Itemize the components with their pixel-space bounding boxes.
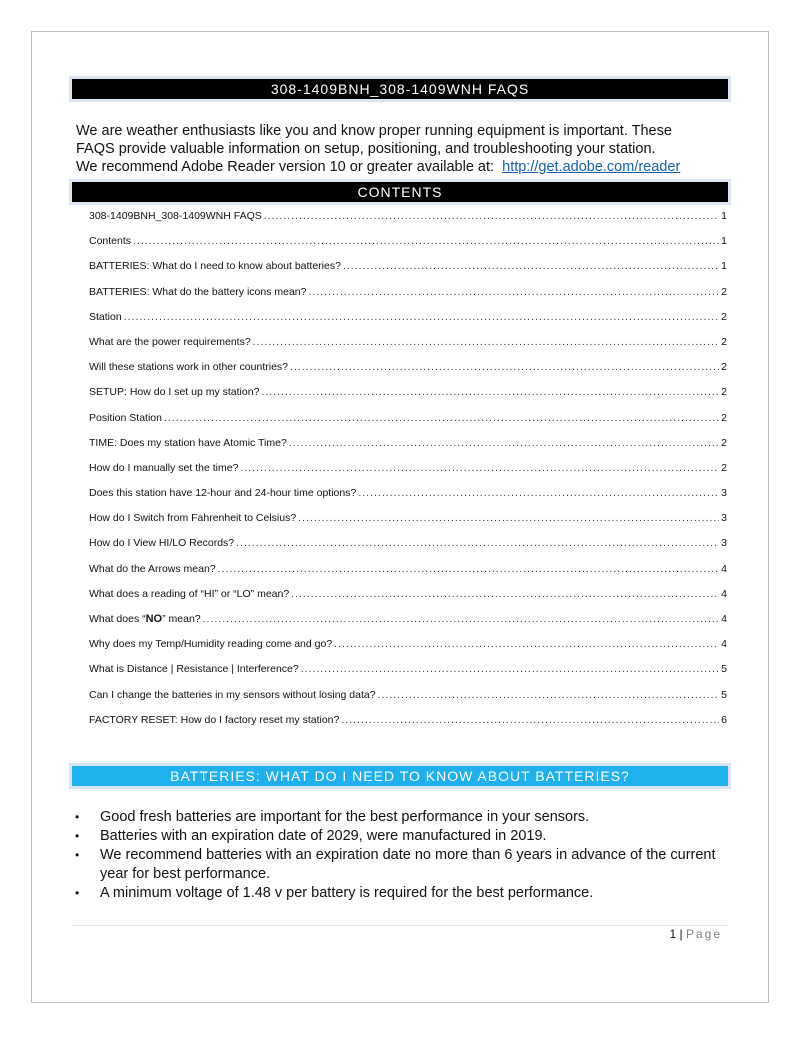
toc-dot-leader — [343, 260, 719, 272]
toc-entry-title: TIME: Does my station have Atomic Time? — [89, 436, 287, 449]
toc-dot-leader — [301, 663, 719, 675]
toc-entry[interactable] — [89, 361, 727, 386]
toc-entry-page: 3 — [721, 537, 727, 550]
toc-dot-leader — [289, 437, 719, 449]
toc-entry-title: FACTORY RESET: How do I factory reset my station? — [89, 713, 340, 726]
toc-entry-page: 2 — [721, 386, 727, 399]
toc-dot-leader — [264, 210, 719, 222]
toc-entry-page: 4 — [721, 587, 727, 600]
toc-dot-leader — [298, 512, 719, 524]
toc-entry-page: 4 — [721, 613, 727, 625]
toc-dot-leader — [164, 412, 719, 424]
toc-entry[interactable] — [89, 638, 727, 663]
toc-entry-page: 2 — [721, 361, 727, 374]
bullet-item: • Batteries with an expiration date of 2029, were manufactured in 2019. — [72, 827, 722, 846]
toc-entry-page: 1 — [721, 210, 727, 222]
contents-heading: CONTENTS — [72, 182, 728, 202]
intro-paragraph — [76, 122, 736, 176]
intro-line-3 — [76, 158, 736, 176]
toc-entry[interactable] — [89, 235, 727, 260]
toc-entry-title-post: ” mean? — [162, 613, 201, 625]
toc-entry-title — [89, 613, 201, 625]
toc-entry-title: Contents — [89, 235, 132, 248]
toc-entry[interactable] — [89, 512, 727, 537]
toc-entry-page: 5 — [721, 663, 727, 676]
intro-line-1: We are weather enthusiasts like you and know proper running equipment is important. These — [76, 123, 672, 139]
toc-entry[interactable] — [89, 537, 727, 562]
toc-dot-leader — [291, 588, 719, 600]
toc-entry-title-bold: NO — [145, 613, 163, 625]
toc-dot-leader — [309, 286, 720, 298]
toc-entry[interactable] — [89, 462, 727, 487]
toc-entry[interactable] — [89, 286, 727, 311]
toc-entry-title: SETUP: How do I set up my station? — [89, 386, 260, 399]
page-footer — [669, 927, 722, 941]
toc-entry-page: 5 — [721, 688, 727, 701]
toc-dot-leader — [236, 537, 719, 549]
toc-entry-title: How do I Switch from Fahrenheit to Celsius? — [89, 512, 297, 525]
toc-entry[interactable] — [89, 210, 727, 235]
toc-entry-page: 3 — [721, 512, 727, 525]
toc-entry[interactable] — [89, 563, 727, 588]
document-title: 308-1409BNH_308-1409WNH FAQS — [72, 79, 728, 99]
toc-entry-title: How do I manually set the time? — [89, 461, 239, 474]
toc-dot-leader — [378, 689, 720, 701]
toc-entry-title: Does this station have 12-hour and 24-hour time options? — [89, 487, 357, 500]
footer-divider — [72, 925, 728, 926]
toc-entry[interactable] — [89, 437, 727, 462]
toc-entry[interactable] — [89, 689, 727, 714]
toc-entry-title: Can I change the batteries in my sensors without losing data? — [89, 688, 376, 701]
toc-entry-page: 2 — [721, 310, 727, 323]
toc-entry-title: How do I View HI/LO Records? — [89, 537, 235, 550]
toc-dot-leader — [341, 714, 719, 726]
toc-entry-page: 2 — [721, 411, 727, 424]
toc-entry-page: 6 — [721, 713, 727, 726]
toc-entry-title: What does a reading of “HI” or “LO” mean? — [89, 587, 290, 600]
toc-entry-page: 2 — [721, 436, 727, 449]
toc-entry-title: BATTERIES: What do the battery icons mean? — [89, 285, 307, 298]
toc-entry-page: 4 — [721, 638, 727, 651]
toc-dot-leader — [240, 462, 719, 474]
toc-entry[interactable] — [89, 487, 727, 512]
toc-entry-title: What do the Arrows mean? — [89, 562, 216, 575]
toc-entry-page: 2 — [721, 285, 727, 298]
toc-entry[interactable] — [89, 663, 727, 688]
bullet-item: • We recommend batteries with an expiration date no more than 6 years in advance of the current year for best performance. — [72, 846, 722, 884]
toc-entry[interactable] — [89, 336, 727, 361]
toc-entry[interactable] — [89, 613, 727, 638]
toc-entry-page: 2 — [721, 335, 727, 348]
intro-line-3-text: We recommend Adobe Reader version 10 or greater available at: — [76, 159, 495, 175]
toc-entry-title: Position Station — [89, 411, 162, 424]
toc-dot-leader — [253, 336, 719, 348]
toc-entry-title: 308-1409BNH_308-1409WNH FAQS — [89, 210, 262, 222]
page-number: 1 — [669, 927, 677, 941]
toc-entry[interactable] — [89, 386, 727, 411]
toc-entry[interactable] — [89, 714, 727, 739]
toc-entry-page: 3 — [721, 487, 727, 500]
intro-line-2: FAQS provide valuable information on setup, positioning, and troubleshooting your station. — [76, 141, 656, 157]
toc-dot-leader — [203, 613, 720, 625]
toc-entry-title: What is Distance | Resistance | Interference? — [89, 663, 299, 676]
toc-entry-page: 2 — [721, 461, 727, 474]
toc-entry-title: BATTERIES: What do I need to know about batteries? — [89, 260, 341, 273]
toc-dot-leader — [218, 563, 720, 575]
bullet-item: • Good fresh batteries are important for the best performance in your sensors. — [72, 808, 722, 827]
toc-dot-leader — [334, 638, 719, 650]
toc-entry-title: Will these stations work in other countries? — [89, 361, 289, 374]
bullet-item: • A minimum voltage of 1.48 v per battery is required for the best performance. — [72, 884, 722, 903]
toc-entry[interactable] — [89, 311, 727, 336]
footer-separator: | — [679, 927, 683, 941]
toc-dot-leader — [261, 386, 719, 398]
toc-entry[interactable] — [89, 412, 727, 437]
toc-entry-page: 4 — [721, 562, 727, 575]
toc-entry-title: Why does my Temp/Humidity reading come and go? — [89, 638, 333, 651]
toc-entry-page: 1 — [721, 235, 727, 248]
table-of-contents — [89, 210, 727, 739]
toc-dot-leader — [124, 311, 719, 323]
toc-dot-leader — [290, 361, 719, 373]
toc-entry[interactable] — [89, 588, 727, 613]
batteries-bullet-list — [72, 808, 722, 903]
toc-entry[interactable] — [89, 260, 727, 285]
toc-entry-title-pre: What does “ — [89, 613, 146, 625]
toc-entry-title: What are the power requirements? — [89, 335, 251, 348]
toc-entry-page: 1 — [721, 260, 727, 273]
toc-dot-leader — [358, 487, 719, 499]
batteries-section-heading: BATTERIES: WHAT DO I NEED TO KNOW ABOUT BATTERIES? — [72, 766, 728, 786]
page-label: Page — [685, 927, 722, 941]
toc-dot-leader — [133, 235, 719, 247]
adobe-reader-link[interactable]: http://get.adobe.com/reader — [502, 159, 681, 175]
toc-entry-title: Station — [89, 310, 122, 323]
